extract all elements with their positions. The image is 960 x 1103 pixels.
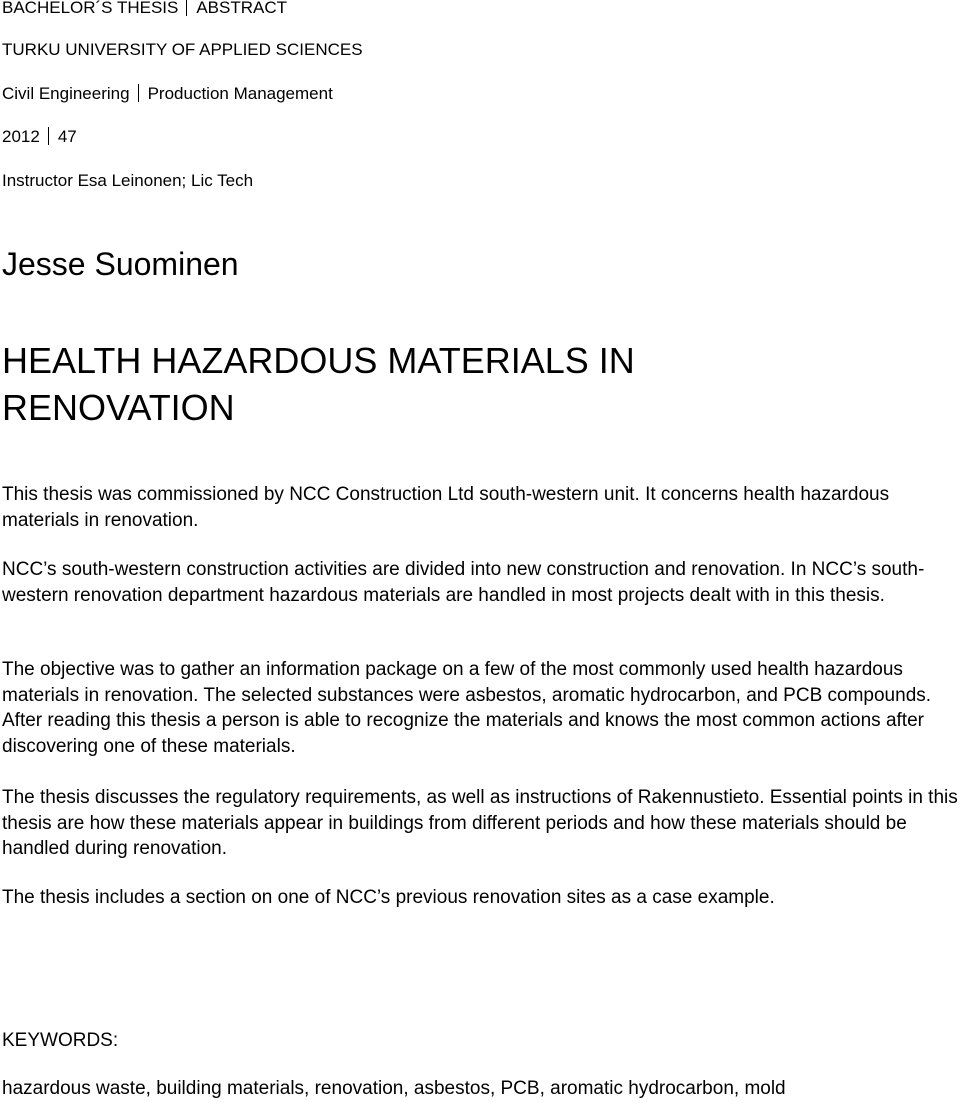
degree-programme: Civil Engineering [2,84,130,103]
thesis-title [2,337,902,431]
page-count: 47 [57,127,77,146]
keywords-label: KEYWORDS: [2,1030,119,1051]
document-type-line [2,0,287,18]
document-type: BACHELOR´S THESIS [2,0,179,17]
abstract-paragraph-4: The thesis discusses the regulatory requirements, as well as instructions of Rakennustieto. Essential points in this thesis are how these materials appear in buildings from different periods and how these materials should be handled during renovation. [2,787,958,859]
title-line-1: HEALTH HAZARDOUS MATERIALS IN [2,340,635,381]
author-name: Jesse Suominen [2,246,239,282]
year-pages-line [2,127,77,147]
separator [48,127,49,145]
separator [186,0,187,16]
keywords-list: hazardous waste, building materials, renovation, asbestos, PCB, aromatic hydrocarbon, mold [2,1078,786,1099]
specialisation: Production Management [147,84,333,103]
separator [138,84,139,102]
abstract-paragraph-2: NCC’s south-western construction activities are divided into new construction and renovation. In NCC’s south-western renovation department hazardous materials are handled in most projects dealt with in this thesis. [2,559,925,606]
title-line-2: RENOVATION [2,387,235,428]
document-section: ABSTRACT [196,0,288,17]
abstract-paragraph-1: This thesis was commissioned by NCC Construction Ltd south-western unit. It concerns health hazardous materials in renovation. [2,484,890,531]
programme-line [2,84,333,104]
abstract-paragraph-5: The thesis includes a section on one of NCC’s previous renovation sites as a case example. [2,887,775,908]
instructor-line: Instructor Esa Leinonen; Lic Tech [2,171,254,190]
university-line: TURKU UNIVERSITY OF APPLIED SCIENCES [2,40,363,59]
year: 2012 [2,127,40,146]
abstract-paragraph-3: The objective was to gather an information package on a few of the most commonly used health hazardous materials in renovation. The selected substances were asbestos, aromatic hydrocarbon, and PCB compounds. After reading this thesis a person is able to recognize the materials and knows the most common actions after discovering one of these materials. [2,659,932,757]
